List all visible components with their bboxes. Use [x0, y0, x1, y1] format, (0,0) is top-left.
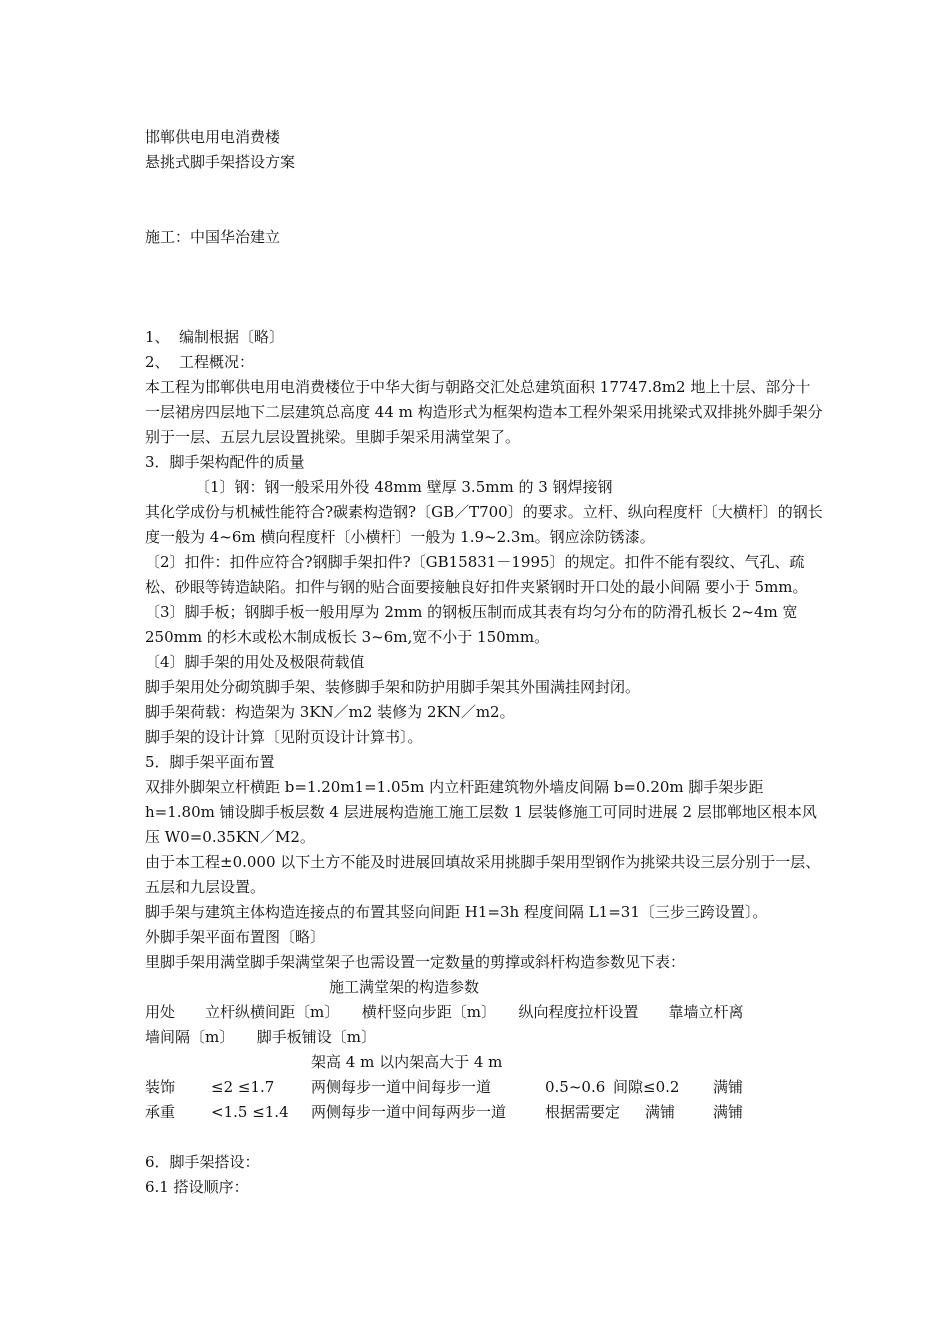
document-title: 悬挑式脚手架搭设方案	[145, 153, 296, 171]
section-6: 6．脚手架搭设：	[145, 1153, 260, 1171]
project-name: 邯郸供电用电消费楼	[145, 128, 281, 146]
table-subheader: 架高 4 m 以内架高大于 4 m	[311, 1053, 503, 1071]
section-3: 3．脚手架构配件的质量	[145, 453, 305, 471]
steel-paragraph-2: 其化学成份与机械性能符合?碳素构造钢?〔GB／T700〕的要求。立杆、纵向程度杆〔大横杆〕的钢长度一般为 4~6m 横向程度杆〔小横杆〕一般为 1.9~2.3m。钢应涂防锈漆。	[145, 503, 823, 546]
overview-paragraph: 本工程为邯郸供电用电消费楼位于中华大街与朝路交汇处总建筑面积 17747.8m2 地上十层、部分十一层裙房四层地下二层建筑总高度 44 m 构造形式为框架构造本工程外架采用挑梁式双排挑外脚手架分别于一层、五层九层设置挑梁。里脚手架采用满堂架了。	[145, 378, 823, 446]
document-page	[145, 125, 825, 1200]
contractor: 施工：中国华治建立	[145, 228, 281, 246]
usage-line-1: 脚手架用处分砌筑脚手架、装修脚手架和防护用脚手架其外围满挂网封闭。	[145, 678, 641, 696]
layout-paragraph-3: 脚手架与建筑主体构造连接点的布置其竖向间距 H1=3h 程度间隔 L1=31〔三步三跨设置〕。	[145, 903, 768, 921]
layout-paragraph-1: 双排外脚架立杆横距 b=1.20m1=1.05m 内立杆距建筑物外墙皮间隔 b=0.20m 脚手架步距 h=1.80m 铺设脚手板层数 4 层进展构造施工施工层数 1 层装修施工可同时进展 2 层邯郸地区根本风压 W0=0.35KN／M2。	[145, 778, 817, 846]
section-1: 1、 编制根据〔略〕	[145, 328, 285, 346]
layout-paragraph-5: 里脚手架用满堂脚手架满堂架子也需设置一定数量的剪撑或斜杆构造参数见下表：	[145, 953, 686, 971]
table-header-line-2: 墙间隔〔m〕 脚手板铺设〔m〕	[145, 1028, 376, 1046]
section-2: 2、 工程概况：	[145, 353, 255, 371]
steel-paragraph-1: 〔1〕钢：钢一般采用外役 48mm 壁厚 3.5mm 的 3 钢焊接钢	[195, 478, 613, 496]
table-title: 施工满堂架的构造参数	[329, 978, 480, 996]
usage-line-3: 脚手架的设计计算〔见附页设计计算书〕。	[145, 728, 423, 746]
section-6-1: 6.1 搭设顺序：	[145, 1178, 249, 1196]
layout-paragraph-2: 由于本工程±0.000 以下土方不能及时进展回填故采用挑脚手架用型钢作为挑梁共设三层分别于一层、五层和九层设置。	[145, 853, 821, 896]
usage-title: 〔4〕脚手架的用处及极限荷载值	[145, 653, 365, 671]
table-row: 承重 <1.5 ≤1.4 两侧每步一道中间每两步一道 根据需要定 满铺 满铺	[145, 1103, 744, 1121]
layout-paragraph-4: 外脚手架平面布置图〔略〕	[145, 928, 326, 946]
fastener-paragraph: 〔2〕扣件：扣件应符合?钢脚手架扣件?〔GB15831－1995〕的规定。扣件不能有裂纹、气孔、疏松、砂眼等铸造缺陷。扣件与钢的贴合面要接触良好扣件夹紧钢时开口处的最小间隔 要小于 5mm。	[145, 553, 808, 596]
table-header-line-1: 用处 立杆纵横间距〔m〕 横杆竖向步距〔m〕 纵向程度拉杆设置 靠墙立杆离	[145, 1003, 744, 1021]
usage-line-2: 脚手架荷载：构造架为 3KN／m2 装修为 2KN／m2。	[145, 703, 515, 721]
section-5: 5．脚手架平面布置	[145, 753, 275, 771]
board-paragraph: 〔3〕脚手板；钢脚手板一般用厚为 2mm 的钢板压制而成其表有均匀分布的防滑孔板长 2~4m 宽 250mm 的杉木或松木制成板长 3~6m,宽不小于 150mm。	[145, 603, 798, 646]
table-row: 装饰 ≤2 ≤1.7 两侧每步一道中间每步一道 0.5~0.6 间隙≤0.2 满铺	[145, 1078, 744, 1096]
